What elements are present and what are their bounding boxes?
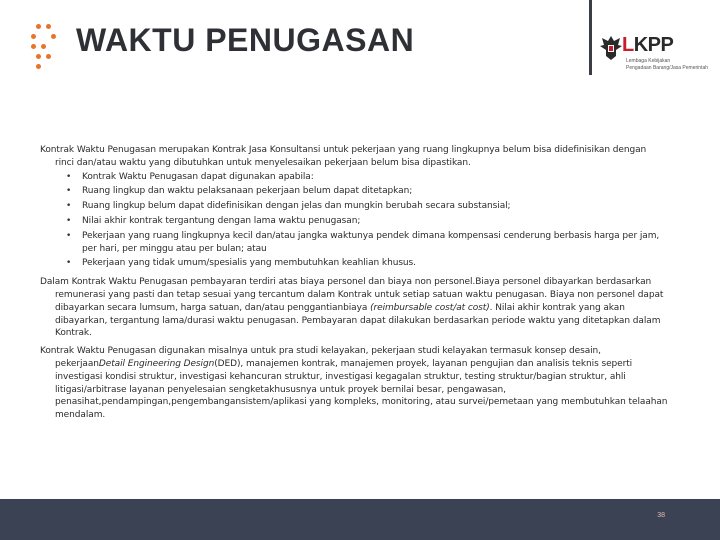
list-item: • Nilai akhir kontrak tergantung dengan lama waktu penugasan; xyxy=(40,215,712,228)
payment-paragraph: Dalam Kontrak Waktu Penugasan pembayaran terdiri atas biaya personel dan biaya non personel.Biaya personel dibayarkan berdasarkan remunerasi yang pasti dan tetap sesuai yang tercantum dalam Kontrak untuk setiap satuan waktu penugasan. Biaya non personel dapat dibayarkan secara lumsum, harga satuan, dan/atau penggantianbiaya (reimbursable cost/at cost). Nilai akhir kontrak yang akan dibayarkan, tergantung lama/durasi waktu penugasan. Pembayaran dapat dilakukan berdasarkan periode waktu yang ditetapkan dalam Kontrak. xyxy=(40,277,664,339)
list-item: • Kontrak Waktu Penugasan dapat digunakan apabila: xyxy=(40,171,712,184)
conditions-list xyxy=(40,171,712,271)
lkpp-logo xyxy=(598,30,710,90)
intro-paragraph: Kontrak Waktu Penugasan merupakan Kontrak Jasa Konsultansi untuk pekerjaan yang ruang lingkupnya belum bisa didefinisikan dengan rinci dan/atau waktu yang dibutuhkan untuk menyelesaikan pekerjaan belum bisa dipastikan. xyxy=(40,145,647,168)
footer-bar xyxy=(0,499,720,540)
logo-text: LKPP xyxy=(622,34,674,56)
garuda-emblem-icon xyxy=(598,32,624,64)
content-body xyxy=(40,144,712,422)
usage-paragraph: Kontrak Waktu Penugasan digunakan misalnya untuk pra studi kelayakan, pekerjaan studi kelayakan termasuk konsep desain, pekerjaanDetail Engineering Design(DED), manajemen kontrak, manajemen proyek, layanan pengujian dan analisis teknis seperti investigasi kondisi struktur, investigasi kehancuran struktur, investigasi kegagalan struktur, testing struktur/bagian struktur, ahli litigasi/arbitrase layanan penyelesaian sengketakhususnya untuk proyek bernilai besar, pengawasan, penasihat,pendampingan,pengembangansistem/aplikasi yang kompleks, monitoring, atau survei/pemetaan yang membutuhkan telaahan mendalam. xyxy=(40,346,668,421)
page-number: 38 xyxy=(657,512,665,519)
page-title: WAKTU PENUGASAN xyxy=(76,22,415,58)
list-item: • Ruang lingkup dan waktu pelaksanaan pekerjaan belum dapat ditetapkan; xyxy=(40,185,712,198)
header-divider xyxy=(589,0,592,75)
list-item: • Pekerjaan yang tidak umum/spesialis yang membutuhkan keahlian khusus. xyxy=(40,257,712,270)
logo-subtitle: Lembaga Kebijakan Pengadaan Barang/Jasa Pemerintah xyxy=(626,58,709,71)
list-item: • Pekerjaan yang ruang lingkupnya kecil dan/atau jangka waktunya pendek dimana kompensasi cenderung berbasis harga per jam, per hari, per minggu atau per bulan; atau xyxy=(40,230,712,256)
decorative-dots-icon xyxy=(28,22,68,72)
list-item: • Ruang lingkup belum dapat didefinisikan dengan jelas dan mungkin berubah secara substansial; xyxy=(40,200,712,213)
